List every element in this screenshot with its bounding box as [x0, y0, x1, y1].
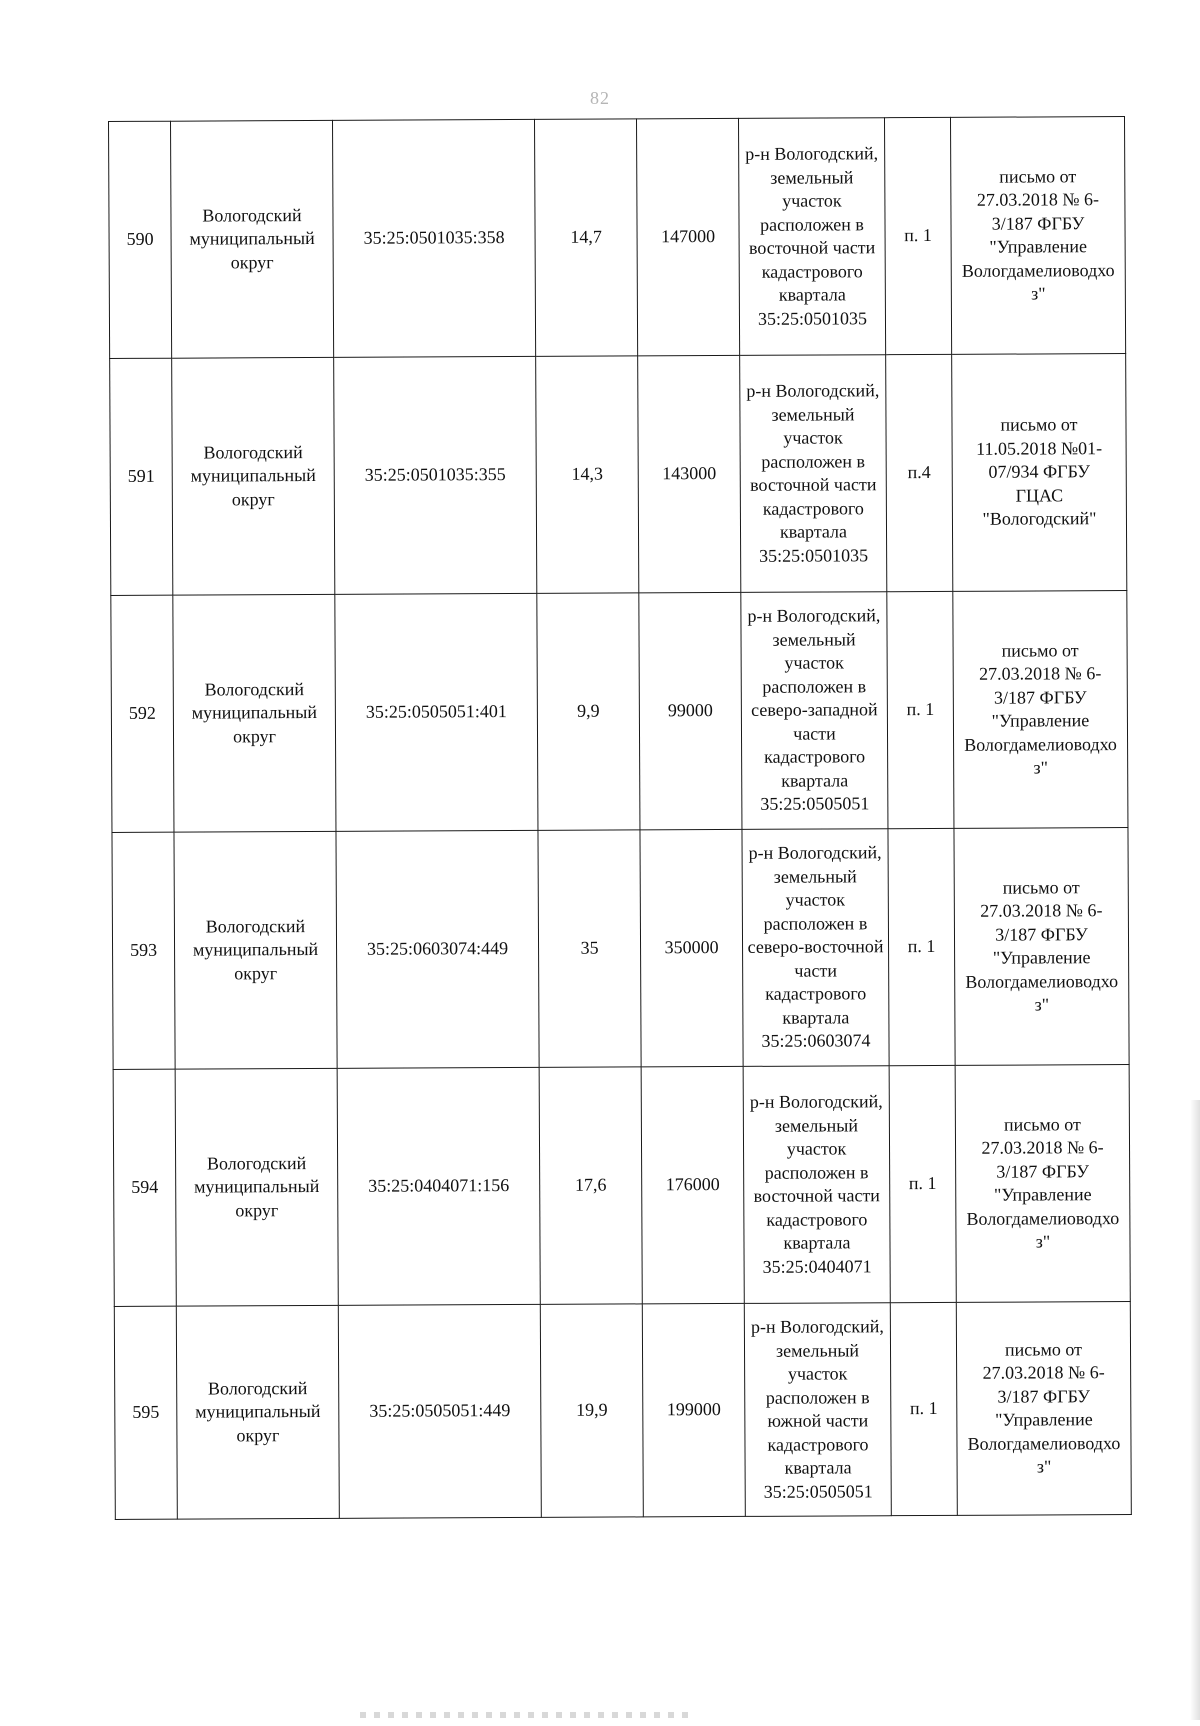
location-description-cell: р-н Вологодский, земельный участок расположен в северо-восточной части кадастрового квартала 35:25:0603074 [742, 829, 889, 1067]
source-letter-cell: письмо от 27.03.2018 № 6-3/187 ФГБУ "Управление Вологдамелиоводхоз" [955, 1065, 1130, 1303]
municipality-cell: Вологодский муниципальный округ [175, 1068, 338, 1306]
area-hectares-cell: 17,6 [539, 1067, 642, 1304]
clause-cell: п. 1 [888, 828, 955, 1065]
page-number: 82 [590, 88, 610, 108]
municipality-cell: Вологодский муниципальный округ [174, 831, 337, 1069]
table-row [110, 354, 1127, 596]
area-hectares-cell: 35 [538, 830, 641, 1067]
table-row [114, 1302, 1131, 1520]
cadastral-number-cell: 35:25:0501035:358 [332, 119, 535, 357]
municipality-cell: Вологодский муниципальный округ [173, 594, 336, 832]
table-row [113, 1065, 1130, 1307]
table-row [109, 117, 1126, 359]
source-letter-cell: письмо от 27.03.2018 № 6-3/187 ФГБУ "Управление Вологдамелиоводхоз" [950, 117, 1125, 355]
cadastral-number-cell: 35:25:0404071:156 [337, 1067, 540, 1305]
cadastral-number-cell: 35:25:0505051:401 [335, 593, 538, 831]
area-hectares-cell: 14,3 [536, 356, 639, 593]
table-row [111, 591, 1128, 833]
location-description-cell: р-н Вологодский, земельный участок расположен в восточной части кадастрового квартала 35:25:0501035 [740, 355, 887, 593]
area-hectares-cell: 19,9 [540, 1304, 643, 1517]
scan-edge-shadow [1190, 1100, 1200, 1720]
clause-cell: п. 1 [887, 591, 954, 828]
area-sqm-cell: 99000 [639, 592, 742, 829]
area-hectares-cell: 9,9 [537, 593, 640, 830]
area-sqm-cell: 143000 [638, 355, 741, 592]
table-row [112, 828, 1129, 1070]
clause-cell: п. 1 [884, 117, 951, 354]
source-letter-cell: письмо от 27.03.2018 № 6-3/187 ФГБУ "Управление Вологдамелиоводхоз" [954, 828, 1129, 1066]
row-number: 592 [111, 595, 174, 832]
area-sqm-cell: 199000 [642, 1303, 745, 1516]
cadastral-number-cell: 35:25:0501035:355 [334, 356, 537, 594]
row-number: 591 [110, 358, 173, 595]
row-number: 594 [113, 1069, 176, 1306]
clause-cell: п. 1 [889, 1065, 956, 1302]
area-sqm-cell: 350000 [640, 829, 743, 1066]
land-plots-table [108, 116, 1132, 1520]
row-number: 593 [112, 832, 175, 1069]
location-description-cell: р-н Вологодский, земельный участок расположен в южной части кадастрового квартала 35:25:0505051 [744, 1303, 891, 1517]
municipality-cell: Вологодский муниципальный округ [176, 1305, 339, 1519]
municipality-cell: Вологодский муниципальный округ [172, 357, 335, 595]
municipality-cell: Вологодский муниципальный округ [171, 120, 334, 358]
clause-cell: п. 1 [890, 1302, 957, 1515]
source-letter-cell: письмо от 27.03.2018 № 6-3/187 ФГБУ "Управление Вологдамелиоводхоз" [956, 1302, 1131, 1516]
scan-artifact [360, 1712, 690, 1718]
source-letter-cell: письмо от 27.03.2018 № 6-3/187 ФГБУ "Управление Вологдамелиоводхоз" [953, 591, 1128, 829]
source-letter-cell: письмо от 11.05.2018 №01-07/934 ФГБУ ГЦАС "Вологодский" [952, 354, 1127, 592]
cadastral-number-cell: 35:25:0603074:449 [336, 830, 539, 1068]
location-description-cell: р-н Вологодский, земельный участок расположен в восточной части кадастрового квартала 35:25:0404071 [743, 1066, 890, 1304]
area-sqm-cell: 147000 [636, 118, 739, 355]
clause-cell: п.4 [886, 354, 953, 591]
location-description-cell: р-н Вологодский, земельный участок расположен в восточной части кадастрового квартала 35:25:0501035 [738, 118, 885, 356]
land-plots-table-wrapper [108, 116, 1131, 1520]
row-number: 590 [109, 121, 172, 358]
location-description-cell: р-н Вологодский, земельный участок расположен в северо-западной части кадастрового квартала 35:25:0505051 [741, 592, 888, 830]
area-hectares-cell: 14,7 [534, 119, 637, 356]
row-number: 595 [114, 1306, 177, 1519]
cadastral-number-cell: 35:25:0505051:449 [338, 1304, 541, 1518]
area-sqm-cell: 176000 [641, 1066, 744, 1303]
